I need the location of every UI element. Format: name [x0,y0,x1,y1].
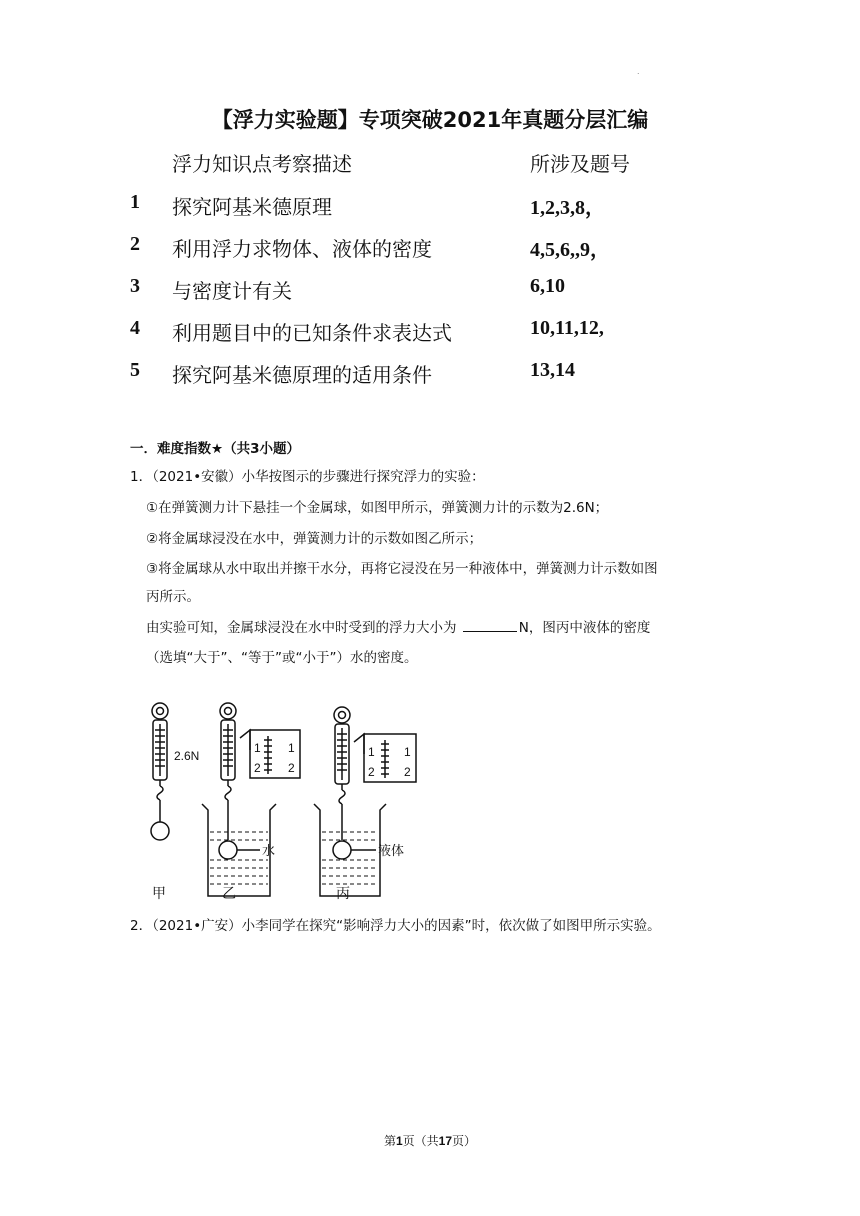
row-questions: 6,10 [530,275,565,297]
inset-tick-1: 1 [404,745,411,759]
ask-text-1: 由实验可知，金属球浸没在水中时受到的浮力大小为 [146,620,461,636]
footer-suffix: 页） [452,1134,477,1148]
page-footer [0,1132,860,1149]
row-number: 1 [130,191,140,213]
inset-tick-2: 2 [254,761,261,775]
row-description: 探究阿基米德原理 [172,195,332,219]
caption-a: 甲 [152,885,166,901]
metal-ball [219,841,237,859]
row-description: 与密度计有关 [172,279,292,303]
document-title: 【浮力实验题】专项突破2021年真题分层汇编 [211,108,649,132]
row-number: 5 [130,359,140,381]
row-description: 探究阿基米德原理的适用条件 [172,363,432,387]
question-1-ask-cont: （选填“大于”、“等于”或“小于”）水的密度。 [146,650,418,666]
question-1-step-3: ③将金属球从水中取出并擦干水分，再将它浸没在另一种液体中，弹簧测力计示数如图 [146,561,658,577]
table-row [0,275,860,307]
caption-b: 乙 [222,885,236,901]
table-row [0,359,860,391]
page-number: 1 [395,1134,403,1148]
table-header-questions: 所涉及题号 [530,152,630,176]
table-row [0,317,860,349]
answer-blank[interactable] [463,617,517,632]
row-questions: 1,2,3,8， [530,197,605,219]
row-number: 2 [130,233,140,255]
reading-label: 2.6N [174,749,200,763]
section-heading: 一．难度指数★（共3小题） [130,441,300,457]
question-1-stem: 1．（2021•安徽）小华按图示的步骤进行探究浮力的实验： [130,469,485,485]
water-label: 水 [262,843,276,858]
row-questions: 10,11,12, [530,317,604,339]
table-header-description: 浮力知识点考察描述 [172,152,352,176]
footer-prefix: 第 [383,1134,396,1148]
metal-ball [151,822,169,840]
total-pages: 17 [438,1134,453,1148]
table-row [0,191,860,223]
inset-tick-2: 2 [368,765,375,779]
liquid-label: 液体 [378,843,405,858]
row-description: 利用浮力求物体、液体的密度 [172,237,432,261]
inset-tick-2: 2 [404,765,411,779]
spring-scale-figure [140,700,440,910]
question-2-stem: 2．（2021•广安）小李同学在探究“影响浮力大小的因素”时，依次做了如图甲所示实验。 [130,918,661,934]
page-dot: . [637,66,640,76]
question-1-ask [146,616,650,636]
row-questions: 4,5,6,,9， [530,239,610,261]
scale-a [151,703,169,840]
scale-b [202,703,300,896]
footer-middle: 页（共 [402,1134,439,1148]
caption-c: 丙 [336,885,350,901]
ask-text-2: N，图丙中液体的密度 [518,620,651,636]
metal-ball [333,841,351,859]
row-number: 4 [130,317,140,339]
table-row [0,233,860,265]
question-1-step-1: ①在弹簧测力计下悬挂一个金属球，如图甲所示，弹簧测力计的示数为2.6N； [146,500,609,516]
row-description: 利用题目中的已知条件求表达式 [172,321,452,345]
row-number: 3 [130,275,140,297]
question-1-step-2: ②将金属球浸没在水中，弹簧测力计的示数如图乙所示； [146,531,483,547]
question-1-step-3-cont: 丙所示。 [146,589,200,605]
inset-tick-2: 2 [288,761,295,775]
inset-tick-1: 1 [368,745,375,759]
inset-tick-1: 1 [254,741,261,755]
inset-tick-1: 1 [288,741,295,755]
row-questions: 13,14 [530,359,575,381]
